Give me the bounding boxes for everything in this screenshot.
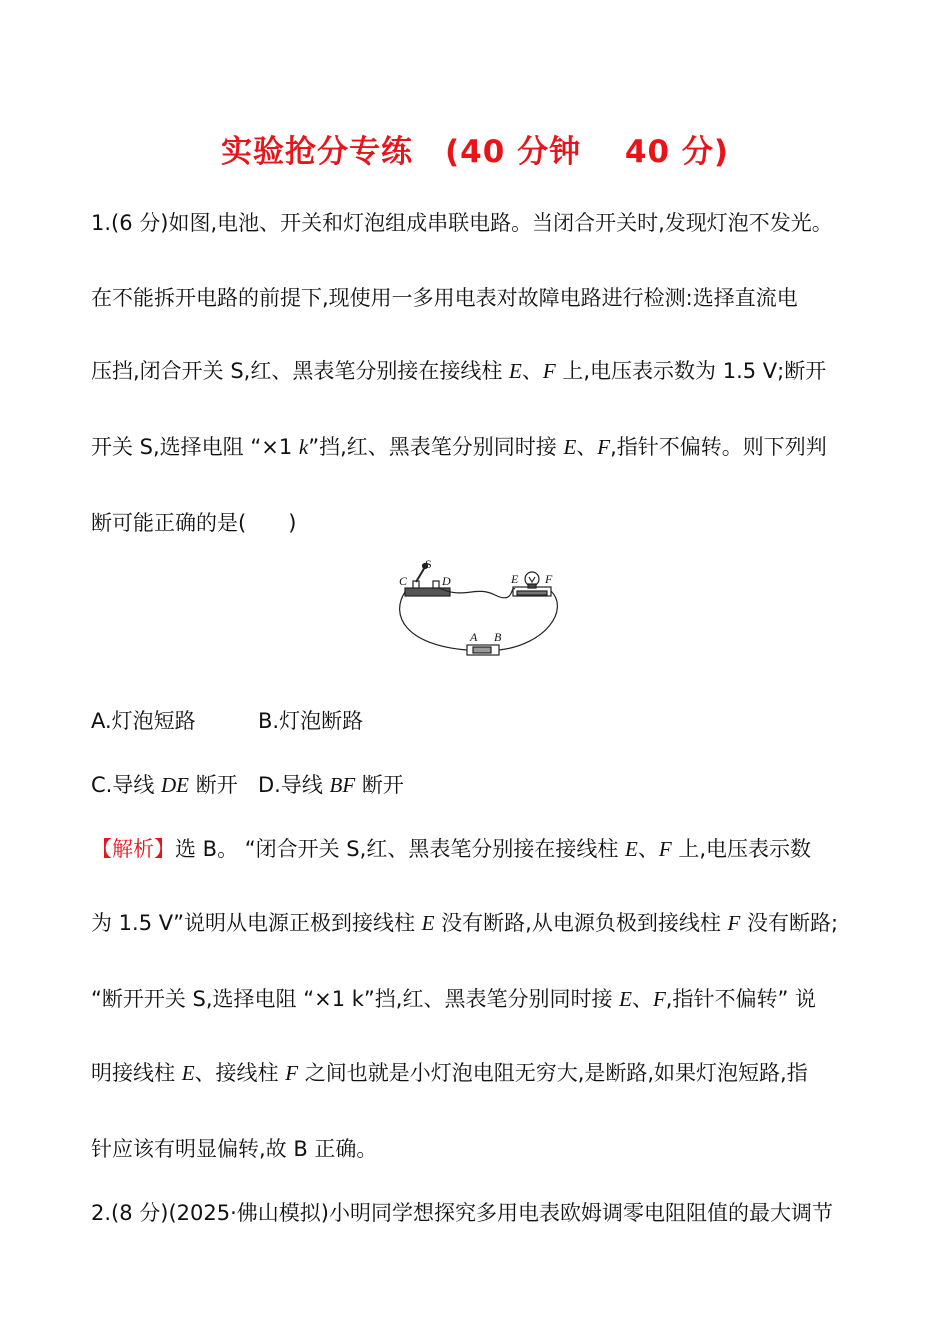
switch-lever: [416, 567, 425, 582]
option-c: C.导线 DE 断开: [91, 773, 238, 797]
analysis-line-1: 【解析】选 B。 “闭合开关 S,红、黑表笔分别接在接线柱 E、F 上,电压表示数: [91, 837, 812, 861]
label-D: D: [442, 574, 451, 588]
q1-line-3: 压挡,闭合开关 S,红、黑表笔分别接在接线柱 E、F 上,电压表示数为 1.5 V;断开: [91, 359, 827, 383]
circuit-figure: [395, 555, 565, 665]
q1-line-4: 开关 S,选择电阻 “×1 k”挡,红、黑表笔分别同时接 E、F,指针不偏转。则下列判: [91, 435, 827, 459]
analysis-line-4: 明接线柱 E、接线柱 F 之间也就是小灯泡电阻无穷大,是断路,如果灯泡短路,指: [91, 1061, 808, 1085]
wire-f-b: [499, 591, 557, 650]
analysis-line-5: 针应该有明显偏转,故 B 正确。: [91, 1137, 378, 1161]
label-S: S: [425, 557, 432, 571]
q2-line-1: 2.(8 分)(2025·佛山模拟)小明同学想探究多用电表欧姆调零电阻阻值的最大调节: [91, 1201, 833, 1225]
label-E: E: [511, 572, 519, 586]
label-A: A: [470, 630, 478, 644]
label-C: C: [399, 574, 408, 588]
wire-c-a: [400, 592, 467, 650]
q1-line-5: 断可能正确的是( ): [91, 511, 297, 535]
q1-line-1: 1.(6 分)如图,电池、开关和灯泡组成串联电路。当闭合开关时,发现灯泡不发光。: [91, 211, 833, 235]
option-d: D.导线 BF 断开: [258, 773, 404, 797]
q1-line-2: 在不能拆开电路的前提下,现使用一多用电表对故障电路进行检测:选择直流电: [91, 286, 798, 310]
analysis-line-2: 为 1.5 V”说明从电源正极到接线柱 E 没有断路,从电源负极到接线柱 F 没有断路;: [91, 911, 839, 935]
option-a: A.灯泡短路: [91, 709, 196, 733]
label-F: F: [545, 572, 553, 586]
page-title: 实验抢分专练 (40 分钟 40 分): [221, 134, 729, 170]
analysis-line-3: “断开开关 S,选择电阻 “×1 k”挡,红、黑表笔分别同时接 E、F,指针不偏转” 说: [91, 987, 817, 1011]
option-b: B.灯泡断路: [258, 709, 364, 733]
label-B: B: [494, 630, 502, 644]
analysis-tag: 【解析】: [91, 837, 175, 861]
